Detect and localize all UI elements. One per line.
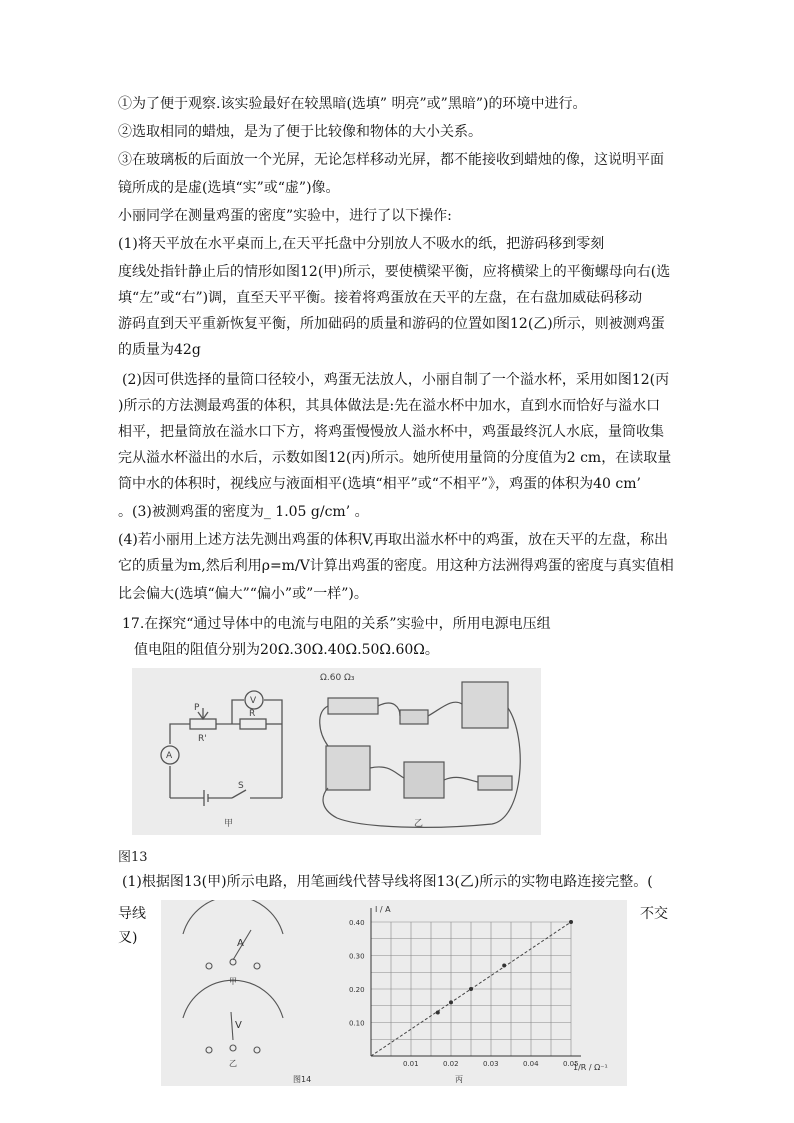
- text-line: (1)将天平放在水平桌而上,在天平托盘中分别放人不吸水的纸，把游码移到零刻: [118, 236, 605, 252]
- resistor-label: R: [249, 709, 256, 719]
- switch-device: [478, 776, 512, 790]
- text-line: 完从溢水杯溢出的水后，示数如图12(丙)所示。她所使用量筒的分度值为2 cm，在读取量: [118, 450, 672, 466]
- panel-yi-label: 乙: [229, 1059, 237, 1068]
- text-line: ①为了便于观察.该实验最好在较黑暗(选填” 明亮”或”黑暗”)的环境中进行。: [118, 96, 587, 112]
- circuit-diagram: [132, 668, 541, 835]
- data-point: [469, 987, 473, 991]
- figure-14-caption: 图14: [293, 1075, 312, 1084]
- label-jia: 甲: [224, 819, 234, 829]
- y-tick-label: 0.40: [349, 919, 365, 927]
- text-line: 。(3)被测鸡蛋的密度为_ 1.05 g/cm’ 。: [118, 504, 369, 520]
- voltmeter-label: V: [250, 696, 257, 706]
- ammeter-letter: A: [237, 938, 244, 949]
- figure-14-photo: [161, 900, 627, 1086]
- y-tick-label: 0.30: [349, 952, 365, 961]
- text-line: 相平，把量筒放在溢水口下方，将鸡蛋慢慢放人溢水杯中，鸡蛋最终沉人水底，量筒收集: [118, 424, 664, 440]
- ammeter-label: A: [166, 751, 173, 761]
- text-line: 的质量为42g: [118, 342, 201, 358]
- data-point: [569, 920, 573, 924]
- voltmeter-device: [462, 682, 508, 728]
- question-1-left-b: 叉): [118, 930, 138, 946]
- switch-label: S: [238, 781, 244, 791]
- figure-13-caption: 图13: [118, 850, 148, 865]
- rheostat-label: R': [198, 734, 207, 744]
- panel-jia-label: 甲: [229, 977, 237, 986]
- voltmeter-needle: [231, 1012, 233, 1040]
- x-tick-label: 0.05: [563, 1060, 579, 1068]
- data-point: [502, 964, 506, 968]
- text-line: 游码直到天平重新恢复平衡，所加础码的质量和游码的位置如图12(乙)所示，则被测鸡蛋: [118, 316, 665, 332]
- text-line: (4)若小丽用上述方法先测出鸡蛋的体积V,再取出溢水杯中的鸡蛋，放在天平的左盘，称出: [118, 532, 668, 548]
- slider-label: P: [194, 703, 200, 713]
- question-1-text: (1)根据图13(甲)所示电路，用笔画线代替导线将图13(乙)所示的实物电路连接完整。(: [122, 874, 653, 890]
- figure-14-svg: [161, 900, 627, 1086]
- x-tick-label: 0.02: [443, 1060, 459, 1068]
- text-line: 值电阻的阻值分别为20Ω.30Ω.40Ω.50Ω.60Ω。: [134, 642, 439, 658]
- x-tick-label: 0.03: [483, 1060, 499, 1068]
- power-supply-device: [404, 762, 444, 798]
- rheostat-device: [328, 698, 378, 714]
- resistor-device: [400, 710, 428, 724]
- resistor-symbol: [240, 719, 266, 729]
- x-tick-label: 0.04: [523, 1060, 539, 1068]
- panel-bing-label: 丙: [455, 1075, 463, 1084]
- text-line: 镜所成的是虚(选填“实”或“虚”)像。: [118, 180, 340, 196]
- rheostat-symbol: [190, 719, 216, 729]
- y-axis-label: I / A: [375, 905, 391, 914]
- data-point: [436, 1010, 440, 1014]
- y-tick-label: 0.10: [349, 1019, 365, 1028]
- text-line: (2)因可供选择的量筒口径较小，鸡蛋无法放人，小丽自制了一个溢水杯，采用如图12(丙: [122, 372, 670, 388]
- text-line: ②选取相同的蜡烛，是为了便于比较像和物体的大小关系。: [118, 124, 482, 140]
- voltmeter-letter: V: [235, 1020, 242, 1031]
- x-tick-label: 0.01: [403, 1060, 419, 1068]
- text-line: 筒中水的体积时，视线应与液面相平(选填“相平”或“不相平”》，鸡蛋的体积为40 cm’: [118, 476, 641, 492]
- question-1-right-a: 不交: [640, 906, 668, 922]
- y-tick-label: 0.20: [349, 986, 365, 994]
- x-axis-label: 1/R / Ω⁻¹: [573, 1063, 608, 1072]
- text-line: 小丽同学在测量鸡蛋的密度”实验中，进行了以下操作:: [118, 208, 452, 224]
- label-yi: 乙: [414, 819, 424, 829]
- figure-13-photo: [132, 668, 541, 835]
- ammeter-device: [326, 746, 370, 790]
- text-line: 它的质量为m,然后利用ρ=m/V计算出鸡蛋的密度。用这种方法洲得鸡蛋的密度与真实值相: [118, 558, 674, 574]
- text-line: 度线处指针静止后的情形如图12(甲)所示，要使横梁平衡，应将横梁上的平衡螺母向右(选: [118, 264, 671, 280]
- text-line: 比会偏大(选填“偏大”“偏小”或”一样”)。: [118, 586, 368, 602]
- text-line: ③在玻璃板的后面放一个光屏，无论怎样移动光屏，都不能接收到蜡烛的像，这说明平面: [118, 152, 664, 168]
- text-line: )所示的方法测最鸡蛋的体积，其具体做法是:先在溢水杯中加水，直到水而恰好与溢水口: [118, 398, 661, 414]
- text-line: 填“左”或“右”)调，直至天平平衡。接着将鸡蛋放在天平的左盘，在右盘加威砝码移动: [118, 290, 643, 306]
- figure-header-fragment: Ω.60 Ω₃: [320, 673, 355, 683]
- ammeter-scale-arc: [183, 900, 283, 934]
- question-1-left-a: 导线: [118, 906, 146, 922]
- data-point: [449, 1000, 453, 1004]
- text-line: 17.在探究“通过导体中的电流与电阻的关系”实验中，所用电源电压组: [122, 616, 551, 632]
